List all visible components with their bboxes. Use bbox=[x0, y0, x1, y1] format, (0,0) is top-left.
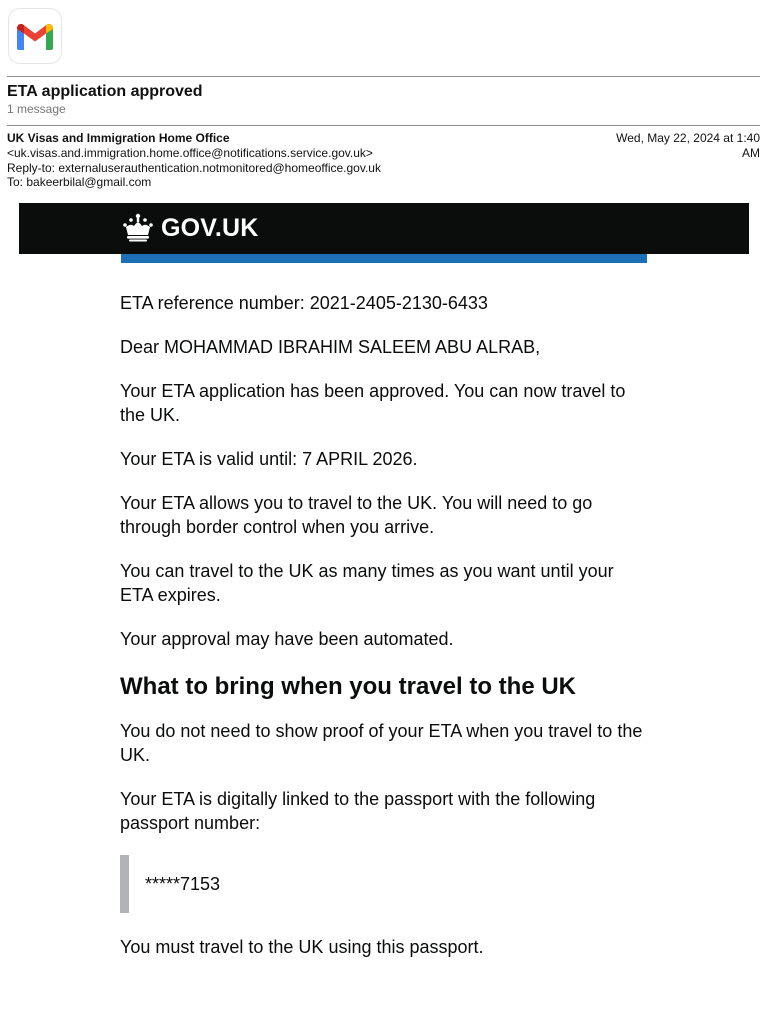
crown-icon bbox=[121, 213, 155, 243]
passport-link-text: Your ETA is digitally linked to the passport with the following passport number: bbox=[120, 789, 596, 833]
passport-number: *****7153 bbox=[145, 874, 221, 894]
automation-text: Your approval may have been automated. bbox=[120, 629, 454, 649]
sender-name: UK Visas and Immigration Home Office bbox=[7, 131, 230, 145]
date-line: Wed, May 22, 2024 at 1:40 bbox=[616, 131, 760, 145]
email-body bbox=[120, 291, 650, 979]
passport-inset bbox=[120, 855, 650, 913]
sender-address: <uk.visas.and.immigration.home.office@notifications.service.gov.uk> bbox=[7, 146, 373, 160]
passport-requirement-text: You must travel to the UK using this passport. bbox=[120, 937, 484, 957]
reference-number: ETA reference number: 2021-2405-2130-6433 bbox=[120, 293, 488, 313]
approval-text: Your ETA application has been approved. You can now travel to the UK. bbox=[120, 381, 626, 425]
date-line: AM bbox=[742, 146, 760, 160]
no-proof-text: You do not need to show proof of your ETA when you travel to the UK. bbox=[120, 721, 643, 765]
border-control-text: Your ETA allows you to travel to the UK. You will need to go through border control when you arrive. bbox=[120, 493, 593, 537]
gmail-logo bbox=[8, 8, 62, 64]
message-count: 1 message bbox=[7, 102, 66, 116]
travel-frequency-text: You can travel to the UK as many times as you want until your ETA expires. bbox=[120, 561, 614, 605]
email-date bbox=[600, 131, 760, 161]
govuk-brand bbox=[121, 213, 259, 243]
email-subject: ETA application approved bbox=[7, 83, 203, 100]
govuk-logo-text[interactable]: GOV.UK bbox=[161, 213, 259, 242]
banner-accent-bar bbox=[121, 254, 647, 263]
validity-text: Your ETA is valid until: 7 APRIL 2026. bbox=[120, 449, 418, 469]
recipient: To: bakeerbilal@gmail.com bbox=[7, 175, 152, 189]
gmail-logo-icon bbox=[15, 21, 55, 51]
reply-to: Reply-to: externaluserauthentication.notmonitored@homeoffice.gov.uk bbox=[7, 161, 381, 175]
section-heading: What to bring when you travel to the UK bbox=[120, 673, 576, 700]
divider bbox=[7, 125, 760, 126]
govuk-banner bbox=[19, 203, 749, 254]
divider bbox=[7, 76, 760, 77]
greeting: Dear MOHAMMAD IBRAHIM SALEEM ABU ALRAB, bbox=[120, 337, 541, 357]
